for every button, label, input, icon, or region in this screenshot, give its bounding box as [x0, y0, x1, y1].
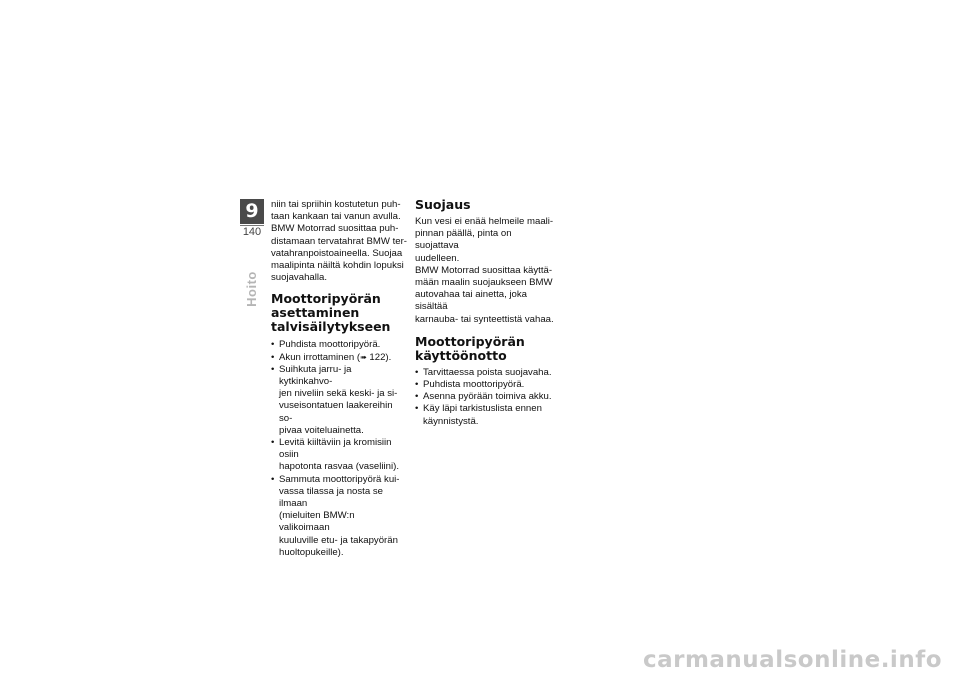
- intro-paragraph: niin tai spriihin kostutetun puh- taan kankaan tai vanun avulla. BMW Motorrad suosittaa puh- distamaan tervatahrat BMW ter- vatahranpoistoaineella. Suojaa maalipinta näiltä kohdin lopuksi suojavahalla.: [271, 199, 407, 284]
- list-item: • Sammuta moottoripyörä kui- vassa tilassa ja nosta se ilmaan (mieluiten BMW:n valikoimaan kuuluville etu- ja takapyörän huoltopukeille).: [271, 474, 407, 559]
- winter-storage-heading: Moottoripyörän asettaminen talvisäilytykseen: [271, 291, 391, 335]
- page-number: 140: [242, 226, 262, 238]
- right-column: [415, 198, 557, 428]
- winter-storage-list: [271, 339, 407, 559]
- page-reference-arrow-icon: ➠: [360, 352, 367, 362]
- list-item: • Akun irrottaminen (➠ 122).: [271, 352, 407, 364]
- list-item: • Puhdista moottoripyörä.: [415, 379, 557, 391]
- list-item: • Asenna pyörään toimiva akku.: [415, 391, 557, 403]
- list-item: • Tarvittaessa poista suojavaha.: [415, 367, 557, 379]
- protection-heading: Suojaus: [415, 197, 471, 212]
- list-item: • Suihkuta jarru- ja kytkinkahvo- jen niveliin sekä keski- ja si- vuseisontatuen laakereihin so- pivaa voiteluainetta.: [271, 364, 407, 437]
- left-column: [271, 199, 407, 559]
- list-item: • Käy läpi tarkistuslista ennen käynnistystä.: [415, 403, 557, 427]
- chapter-number-tab: 9: [240, 199, 264, 224]
- watermark: carmanualsonline.info: [642, 647, 942, 673]
- recommissioning-list: [415, 367, 557, 428]
- protection-paragraph: Kun vesi ei enää helmeile maali- pinnan päällä, pinta on suojattava uudelleen. BMW Motorrad suosittaa käyttä- mään maalin suojaukseen BMW autovahaa tai ainetta, joka sisältää karnauba- tai synteettistä vahaa.: [415, 216, 554, 325]
- recommissioning-heading: Moottoripyörän käyttöönotto: [415, 333, 525, 363]
- chapter-side-label: Hoito: [244, 271, 259, 307]
- list-item: • Puhdista moottoripyörä.: [271, 339, 407, 351]
- list-item: • Levitä kiiltäviin ja kromisiin osiin hapotonta rasvaa (vaseliini).: [271, 437, 407, 474]
